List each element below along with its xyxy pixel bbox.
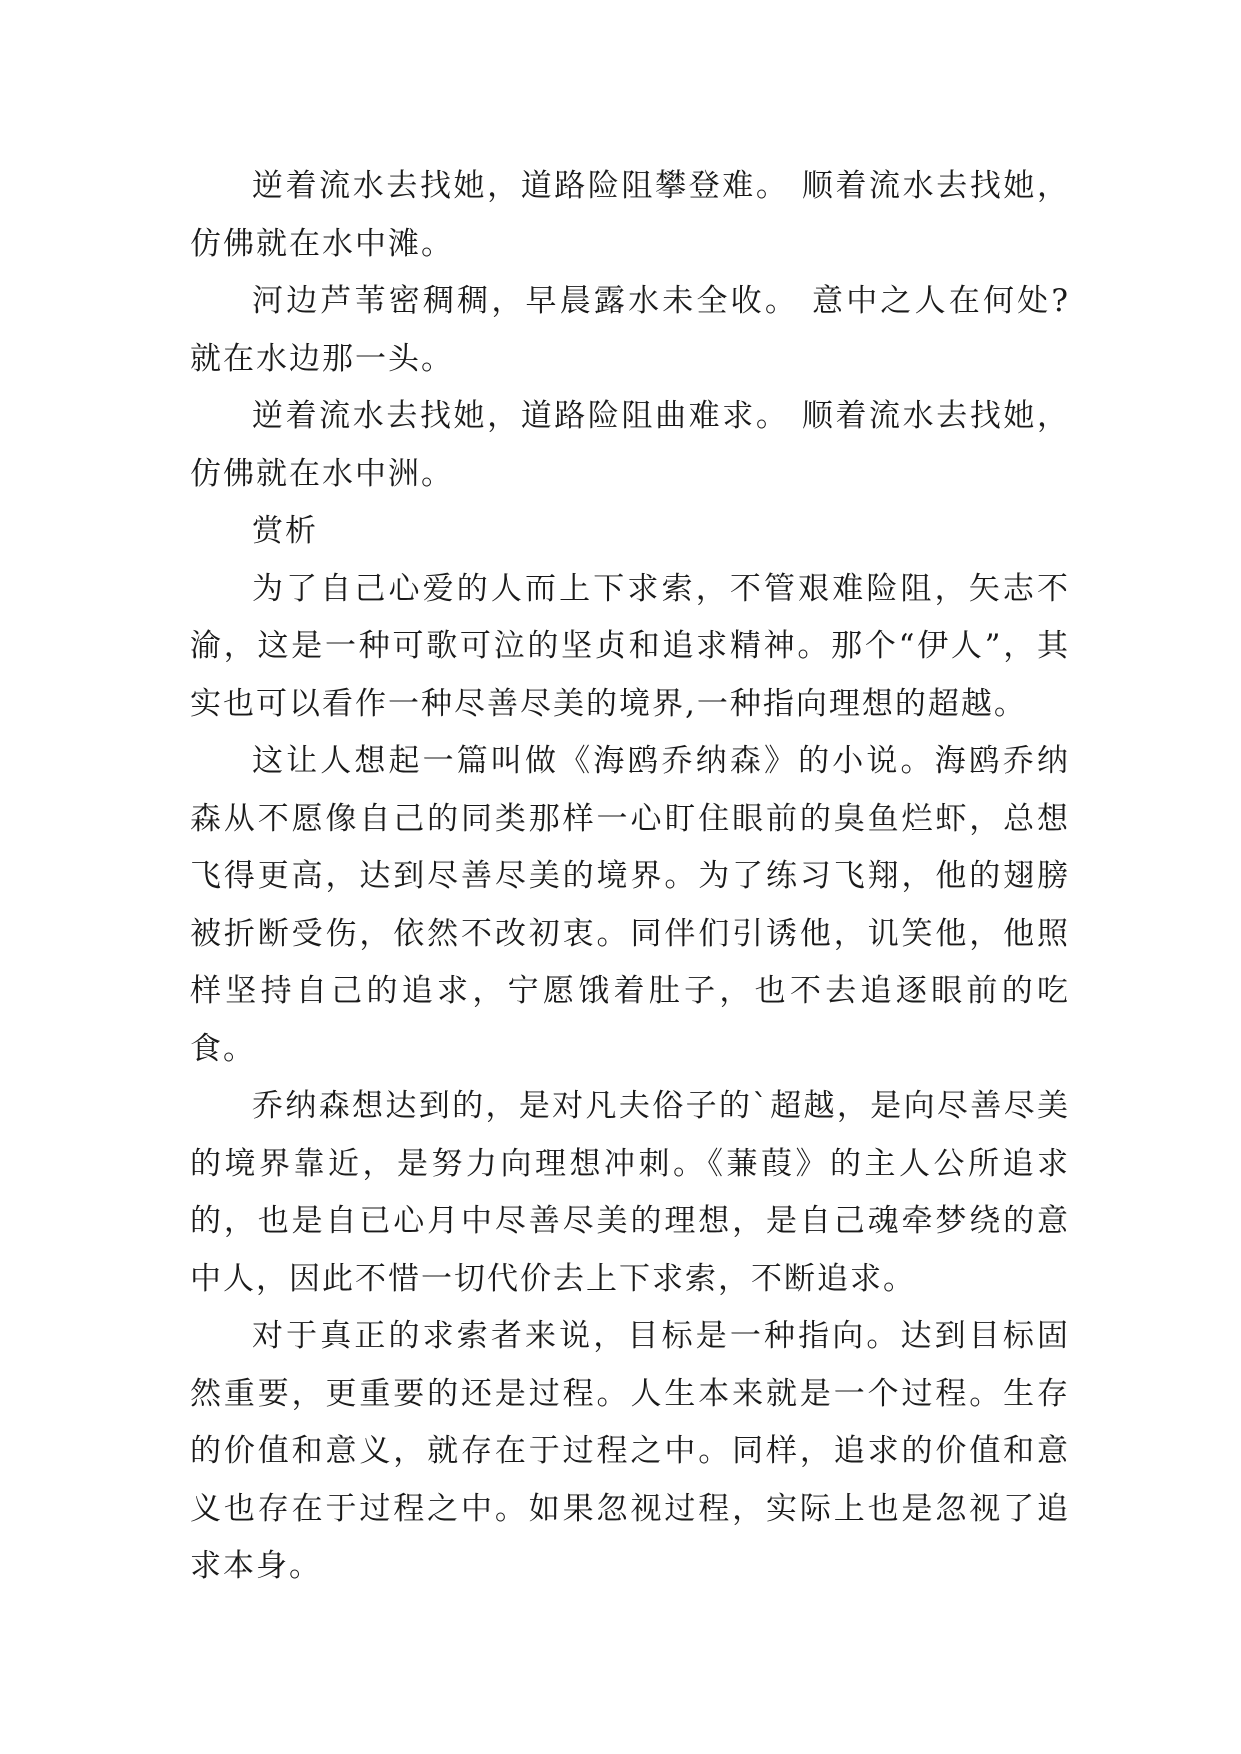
section-heading-appreciation: 赏析 [252,513,318,549]
paragraph-appreciation-3: 乔纳森想达到的，是对凡夫俗子的`超越，是向尽善尽美的境界靠近，是努力向理想冲刺。《蒹葭》的主人公所追求的，也是自已心月中尽善尽美的理想，是自己魂牵梦绕的意中人，因此不惜一切代价去上下求索，不断追求。 [190,1088,1070,1297]
paragraph-verse-2: 河边芦苇密稠稠，早晨露水未全收。 意中之人在何处?就在水边那一头。 [190,283,1070,377]
paragraph-appreciation-2: 这让人想起一篇叫做《海鸥乔纳森》的小说。海鸥乔纳森从不愿像自己的同类那样一心盯住眼前的臭鱼烂虾，总想飞得更高，达到尽善尽美的境界。为了练习飞翔，他的翅膀被折断受伤，依然不改初衷。同伴们引诱他，讥笑他，他照样坚持自己的追求，宁愿饿着肚子，也不去追逐眼前的吃食。 [190,743,1070,1067]
paragraph-verse-3: 逆着流水去找她，道路险阻曲难求。 顺着流水去找她，仿佛就在水中洲。 [190,398,1070,492]
document-page [190,158,1070,1596]
paragraph-verse-1: 逆着流水去找她，道路险阻攀登难。 顺着流水去找她，仿佛就在水中滩。 [190,168,1070,262]
paragraph-appreciation-4: 对于真正的求索者来说，目标是一种指向。达到目标固然重要，更重要的还是过程。人生本来就是一个过程。生存的价值和意义，就存在于过程之中。同样，追求的价值和意义也存在于过程之中。如果忽视过程，实际上也是忽视了追求本身。 [190,1318,1070,1584]
paragraph-appreciation-1: 为了自己心爱的人而上下求索，不管艰难险阻，矢志不渝，这是一种可歌可泣的坚贞和追求精神。那个“伊人”，其实也可以看作一种尽善尽美的境界,一种指向理想的超越。 [190,570,1070,722]
